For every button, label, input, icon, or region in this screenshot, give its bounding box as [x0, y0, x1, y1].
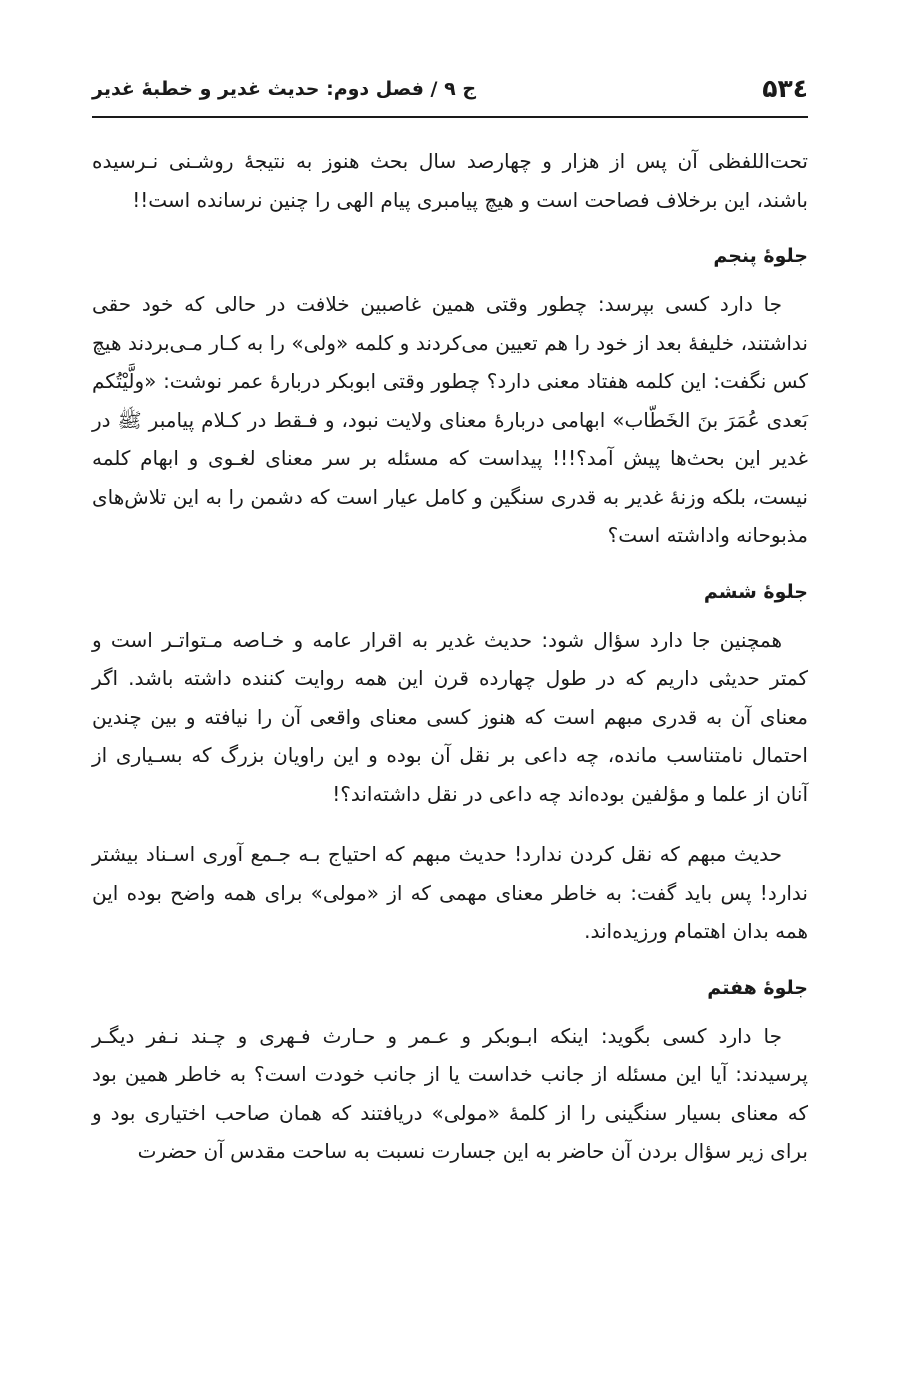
section-heading-7: جلوهٔ هفتم — [707, 976, 808, 999]
section-heading-5: جلوهٔ پنجم — [713, 245, 808, 267]
section-heading-6: جلوهٔ ششم — [703, 580, 808, 603]
section-6-paragraph-2: حدیث مبهم که نقل کردن ندارد! حدیث مبهم که احتیاج بـه جـمع آوری اسـناد بیشتر ندارد! پس باید گفت: به خاطر معنای مهمی که از «مولی» برای همه واضح بوده این همه بدان اهتمام ورزیده‌اند. — [92, 842, 808, 943]
page-header — [92, 66, 808, 118]
section-6-paragraph-1: همچنین جا دارد سؤال شود: حدیث غدیر به اقرار عامه و خـاصه مـتواتـر است و کمتر حدیثی داریم که در طول چهارده قرن این همه روایت کننده داشته باشد. اگر معنای آن به قدری مبهم است که هنوز کسی معنای واقعی آن را نیافته و بین چندین احتمال نامتناسب مانده، چه داعی بر نقل آن بوده و این راویان بزرگ که بسـیاری از آنان از علما و مؤلفین بوده‌اند چه داعی در نقل داشته‌اند؟! — [92, 627, 808, 806]
page-content — [92, 142, 808, 1171]
page-number: ۵۳٤ — [762, 74, 808, 103]
intro-paragraph: تحت‌اللفظی آن پس از هزار و چهارصد سال بحث هنوز به نتیجهٔ روشـنی نـرسیده باشند، این برخلاف فصاحت است و هیچ پیامبری پیام الهی را چنین نرسانده است!! — [92, 149, 808, 212]
paragraph-gap — [92, 813, 808, 835]
running-title: ج ۹ / فصل دوم: حدیث غدیر و خطبهٔ غدیر — [92, 78, 477, 100]
section-7-paragraph: جا دارد کسی بگوید: اینکه ابـوبکر و عـمر و حـارث فـهری و چـند نـفر دیگـر پرسیدند: آیا این مسئله از جانب خداست یا از جانب خودت است؟ به خاطر همین بود که معنای بسیار سنگینی را از کلمهٔ «مولی» دریافتند که همان صاحب اختیاری بود و برای زیر سؤال بردن آن حاضر به این جسارت نسبت به ساحت مقدس آن حضرت — [92, 1023, 808, 1163]
section-5-paragraph: جا دارد کسی بپرسد: چطور وقتی همین غاصبین خلافت در حالی که خود حقی نداشتند، خلیفهٔ بعد از خود را هم تعیین می‌کردند و کلمه «ولی» را به کـار مـی‌بردند هیچ کس نگفت: این کلمه هفتاد معنی دارد؟ چطور وقتی ابوبکر دربارهٔ عمر نوشت: «ولَّیْتُکم بَعدی عُمَرَ بنَ الخَطّاب» ابهامی دربارهٔ معنای ولایت نبود، و فـقط در کـلام پیامبر ﷺ در غدیر این بحث‌ها پیش آمد؟!!! پیداست که مسئله بر سر معنای لغـوی و ابهام کلمه نیست، بلکه وزنهٔ غدیر به قدری سنگین و کامل عیار است که دشمن را به این تلاش‌های مذبوحانه واداشته است؟ — [92, 292, 808, 547]
